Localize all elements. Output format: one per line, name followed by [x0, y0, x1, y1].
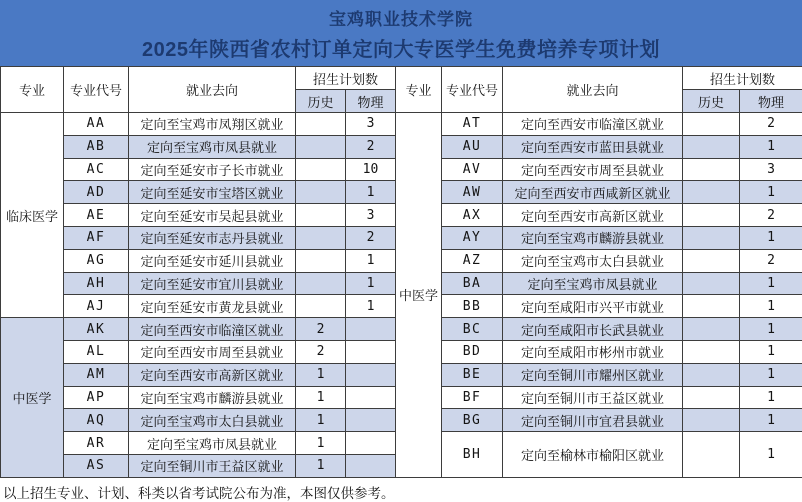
physics-count-cell: 1 [740, 272, 802, 295]
history-count-cell [296, 113, 346, 136]
major-cell: 中医学 [1, 318, 64, 478]
history-count-cell [683, 432, 740, 478]
history-count-cell [683, 204, 740, 227]
history-count-cell: 1 [296, 432, 346, 455]
code-cell: AD [64, 181, 129, 204]
destination-cell: 定向至榆林市榆阳区就业 [503, 432, 683, 478]
code-cell: AF [64, 226, 129, 249]
physics-count-cell: 2 [346, 135, 396, 158]
major-cell: 临床医学 [1, 113, 64, 318]
destination-cell: 定向至延安市吴起县就业 [129, 204, 296, 227]
physics-count-cell: 1 [740, 386, 802, 409]
header-physics-left: 物理 [346, 90, 396, 113]
header-plan-count-left: 招生计划数 [296, 67, 396, 90]
enrollment-plan-table [0, 66, 802, 478]
history-count-cell [683, 295, 740, 318]
physics-count-cell: 1 [346, 249, 396, 272]
destination-cell: 定向至宝鸡市太白县就业 [503, 249, 683, 272]
physics-count-cell: 1 [740, 318, 802, 341]
history-count-cell [683, 226, 740, 249]
code-cell: AZ [442, 249, 503, 272]
destination-cell: 定向至西安市临潼区就业 [503, 113, 683, 136]
header-major-right: 专业 [396, 67, 442, 113]
physics-count-cell: 3 [740, 158, 802, 181]
destination-cell: 定向至西安市蓝田县就业 [503, 135, 683, 158]
school-name: 宝鸡职业技术学院 [329, 5, 473, 30]
code-cell: BB [442, 295, 503, 318]
physics-count-cell [346, 409, 396, 432]
history-count-cell [683, 409, 740, 432]
history-count-cell: 1 [296, 386, 346, 409]
history-count-cell [683, 272, 740, 295]
header-plan-count-right: 招生计划数 [683, 67, 802, 90]
physics-count-cell: 2 [346, 226, 396, 249]
code-cell: BC [442, 318, 503, 341]
destination-cell: 定向至延安市黄龙县就业 [129, 295, 296, 318]
physics-count-cell: 2 [740, 249, 802, 272]
code-cell: BF [442, 386, 503, 409]
physics-count-cell: 1 [346, 181, 396, 204]
destination-cell: 定向至延安市宜川县就业 [129, 272, 296, 295]
destination-cell: 定向至宝鸡市凤翔区就业 [129, 113, 296, 136]
physics-count-cell: 1 [740, 340, 802, 363]
destination-cell: 定向至西安市高新区就业 [503, 204, 683, 227]
history-count-cell [683, 113, 740, 136]
code-cell: AH [64, 272, 129, 295]
code-cell: AY [442, 226, 503, 249]
history-count-cell: 2 [296, 318, 346, 341]
physics-count-cell: 1 [740, 432, 802, 478]
history-count-cell [683, 386, 740, 409]
physics-count-cell: 1 [346, 295, 396, 318]
history-count-cell [683, 181, 740, 204]
code-cell: AS [64, 454, 129, 477]
destination-cell: 定向至宝鸡市凤县就业 [503, 272, 683, 295]
physics-count-cell [346, 432, 396, 455]
history-count-cell [683, 340, 740, 363]
history-count-cell [296, 249, 346, 272]
destination-cell: 定向至咸阳市长武县就业 [503, 318, 683, 341]
destination-cell: 定向至宝鸡市凤县就业 [129, 432, 296, 455]
destination-cell: 定向至铜川市宜君县就业 [503, 409, 683, 432]
code-cell: AX [442, 204, 503, 227]
header-major-left: 专业 [1, 67, 64, 113]
destination-cell: 定向至宝鸡市麟游县就业 [129, 386, 296, 409]
major-cell: 中医学 [396, 113, 442, 478]
history-count-cell: 2 [296, 340, 346, 363]
header-major-code-left: 专业代号 [64, 67, 129, 113]
physics-count-cell: 3 [346, 204, 396, 227]
code-cell: AC [64, 158, 129, 181]
destination-cell: 定向至西安市周至县就业 [503, 158, 683, 181]
history-count-cell [296, 135, 346, 158]
destination-cell: 定向至延安市志丹县就业 [129, 226, 296, 249]
code-cell: AR [64, 432, 129, 455]
code-cell: AE [64, 204, 129, 227]
destination-cell: 定向至铜川市王益区就业 [129, 454, 296, 477]
table-row [1, 113, 802, 136]
destination-cell: 定向至宝鸡市凤县就业 [129, 135, 296, 158]
physics-count-cell: 1 [740, 226, 802, 249]
title-banner [0, 0, 802, 66]
physics-count-cell: 2 [740, 204, 802, 227]
destination-cell: 定向至延安市宝塔区就业 [129, 181, 296, 204]
code-cell: BG [442, 409, 503, 432]
disclaimer-note: 以上招生专业、计划、科类以省考试院公布为准，本图仅供参考。 [0, 478, 802, 501]
physics-count-cell: 1 [740, 363, 802, 386]
code-cell: AV [442, 158, 503, 181]
code-cell: AG [64, 249, 129, 272]
destination-cell: 定向至咸阳市兴平市就业 [503, 295, 683, 318]
physics-count-cell: 1 [740, 409, 802, 432]
physics-count-cell: 3 [346, 113, 396, 136]
destination-cell: 定向至咸阳市彬州市就业 [503, 340, 683, 363]
code-cell: BA [442, 272, 503, 295]
physics-count-cell: 1 [740, 295, 802, 318]
history-count-cell [296, 158, 346, 181]
destination-cell: 定向至西安市临潼区就业 [129, 318, 296, 341]
destination-cell: 定向至宝鸡市麟游县就业 [503, 226, 683, 249]
code-cell: AQ [64, 409, 129, 432]
destination-cell: 定向至延安市子长市就业 [129, 158, 296, 181]
destination-cell: 定向至西安市周至县就业 [129, 340, 296, 363]
physics-count-cell: 1 [740, 135, 802, 158]
destination-cell: 定向至西安市西咸新区就业 [503, 181, 683, 204]
history-count-cell [296, 181, 346, 204]
physics-count-cell: 1 [346, 272, 396, 295]
physics-count-cell [346, 340, 396, 363]
code-cell: AW [442, 181, 503, 204]
header-destination-right: 就业去向 [503, 67, 683, 113]
physics-count-cell [346, 454, 396, 477]
code-cell: BD [442, 340, 503, 363]
history-count-cell: 1 [296, 409, 346, 432]
history-count-cell [296, 204, 346, 227]
header-destination-left: 就业去向 [129, 67, 296, 113]
destination-cell: 定向至延安市延川县就业 [129, 249, 296, 272]
header-history-left: 历史 [296, 90, 346, 113]
code-cell: AB [64, 135, 129, 158]
code-cell: AU [442, 135, 503, 158]
history-count-cell [683, 363, 740, 386]
header-history-right: 历史 [683, 90, 740, 113]
history-count-cell [683, 135, 740, 158]
history-count-cell [296, 295, 346, 318]
history-count-cell [683, 318, 740, 341]
destination-cell: 定向至宝鸡市太白县就业 [129, 409, 296, 432]
code-cell: AJ [64, 295, 129, 318]
header-physics-right: 物理 [740, 90, 802, 113]
physics-count-cell: 1 [740, 181, 802, 204]
code-cell: BE [442, 363, 503, 386]
physics-count-cell [346, 386, 396, 409]
history-count-cell [296, 226, 346, 249]
history-count-cell [683, 158, 740, 181]
destination-cell: 定向至铜川市耀州区就业 [503, 363, 683, 386]
history-count-cell [683, 249, 740, 272]
history-count-cell: 1 [296, 363, 346, 386]
physics-count-cell: 10 [346, 158, 396, 181]
code-cell: AM [64, 363, 129, 386]
physics-count-cell [346, 363, 396, 386]
physics-count-cell [346, 318, 396, 341]
destination-cell: 定向至西安市高新区就业 [129, 363, 296, 386]
header-major-code-right: 专业代号 [442, 67, 503, 113]
code-cell: AA [64, 113, 129, 136]
code-cell: AL [64, 340, 129, 363]
code-cell: AT [442, 113, 503, 136]
code-cell: AP [64, 386, 129, 409]
history-count-cell [296, 272, 346, 295]
destination-cell: 定向至铜川市王益区就业 [503, 386, 683, 409]
plan-title: 2025年陕西省农村订单定向大专医学生免费培养专项计划 [142, 33, 660, 62]
code-cell: BH [442, 432, 503, 478]
physics-count-cell: 2 [740, 113, 802, 136]
code-cell: AK [64, 318, 129, 341]
history-count-cell: 1 [296, 454, 346, 477]
